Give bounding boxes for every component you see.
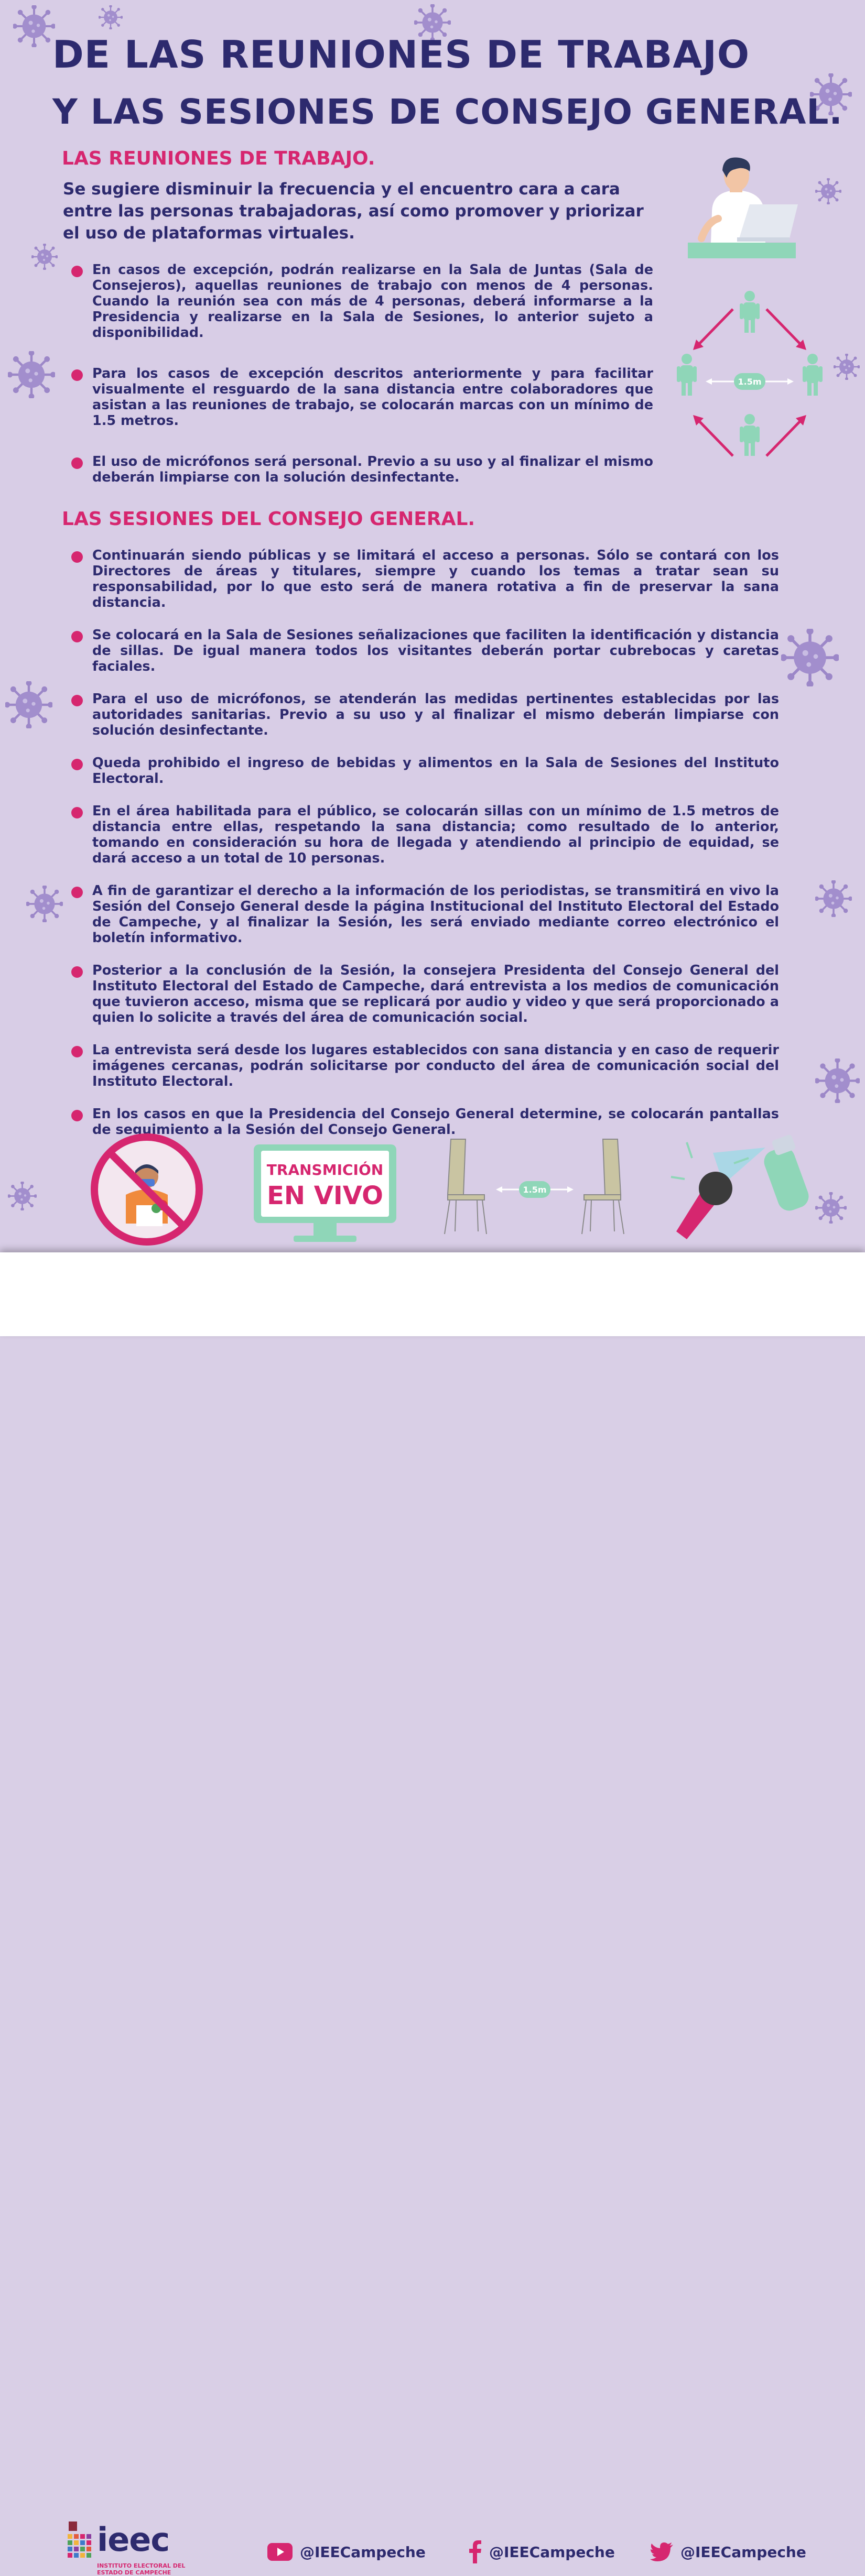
list-item: Continuarán siendo públicas y se limitará el acceso a personas. Sólo se contará con los Directores de áreas y titulares, siempre y cuando los temas a tratar sean su responsabilidad, por lo que esto será de manera rotativa a fin de preservar la sana distancia.	[71, 548, 779, 610]
facebook-link[interactable]	[469, 2540, 615, 2563]
bullet-list-sesiones	[71, 548, 779, 1154]
live-broadcast-screen	[252, 1142, 398, 1247]
virus-icon	[815, 1058, 860, 1103]
virus-icon	[13, 5, 55, 47]
tv-text-line2: EN VIVO	[267, 1181, 383, 1210]
virus-icon	[8, 1182, 37, 1210]
list-item: Para los casos de excepción descritos anteriormente y para facilitar visualmente el resguardo de la sana distancia entre colaboradores que asistan a las reuniones de trabajo, se colocarán marcas con un mínimo de 1.5 metros.	[71, 366, 653, 429]
section-intro: Se sugiere disminuir la frecuencia y el encuentro cara a cara entre las personas trabajadoras, así como promover y priorizar el uso de plataformas virtuales.	[63, 180, 644, 243]
page-subtitle: Y LAS SESIONES DE CONSEJO GENERAL.	[52, 92, 843, 132]
facebook-handle: @IEECampeche	[489, 2543, 615, 2561]
list-item: El uso de micrófonos será personal. Previo a su uso y al finalizar el mismo deberán limpiarse con la solución desinfectante.	[71, 454, 653, 485]
list-item: La entrevista será desde los lugares establecidos con sana distancia y en caso de requerir imágenes cercanas, podrán solicitarse por conducto del área de comunicación social del Instituto Electoral.	[71, 1042, 779, 1089]
chairs-distance-label: 1.5m	[523, 1185, 547, 1195]
list-item: En el área habilitada para el público, se colocarán sillas con un mínimo de 1.5 metros de distancia entre ellas, respetando la sana distancia; como resultado de lo anterior, tomando en consideración su hora de llegada y atendiendo al principio de equidad, se dará acceso a un total de 10 personas.	[71, 803, 779, 866]
microphone-disinfectant-illustration	[666, 1127, 823, 1242]
list-item: Para el uso de micrófonos, se atenderán las medidas pertinentes establecidas por las autoridades sanitarias. Previo a su uso y al finalizar el mismo deberán limpiarse con solución desinfectante.	[71, 691, 779, 738]
ieec-logo-subtext: INSTITUTO ELECTORAL DEL ESTADO DE CAMPECHE	[97, 2562, 186, 2576]
poster	[0, 0, 865, 1252]
bullet-list-reuniones	[71, 262, 653, 510]
twitter-handle: @IEECampeche	[680, 2543, 806, 2561]
page-title: DE LAS REUNIONES DE TRABAJO	[52, 32, 750, 77]
virus-icon	[8, 351, 55, 398]
youtube-link[interactable]	[267, 2540, 426, 2563]
twitter-icon	[650, 2542, 673, 2561]
list-item: Queda prohibido el ingreso de bebidas y alimentos en la Sala de Sesiones del Instituto Electoral.	[71, 755, 779, 787]
virus-icon	[781, 629, 839, 686]
virus-icon	[31, 244, 58, 270]
virus-icon	[5, 681, 52, 728]
section-heading-sesiones: LAS SESIONES DEL CONSEJO GENERAL.	[62, 508, 475, 530]
list-item: En casos de excepción, podrán realizarse en la Sala de Juntas (Sala de Consejeros), aquellas reuniones de trabajo con menos de 4 personas. Cuando la reunión sea con más de 4 personas, deberá informarse a la Presidencia y realizarse en la Sala de Sesiones, lo anterior sujeto a disponibilidad.	[71, 262, 653, 341]
distance-label: 1.5m	[738, 377, 762, 387]
facebook-icon	[469, 2540, 482, 2563]
ieec-logo-text: ieec	[97, 2520, 170, 2559]
tv-text-line1: TRANSMICIÓN	[266, 1161, 384, 1178]
distance-diagram-illustration	[671, 288, 828, 477]
section-heading-reuniones: LAS REUNIONES DE TRABAJO.	[62, 148, 375, 169]
footer	[0, 1252, 865, 2576]
youtube-icon	[267, 2543, 293, 2561]
virus-icon	[815, 880, 852, 917]
no-food-illustration	[89, 1132, 204, 1247]
twitter-link[interactable]	[650, 2540, 806, 2563]
list-item: En los casos en que la Presidencia del Consejo General determine, se colocarán pantallas de seguimiento a la Sesión del Consejo General.	[71, 1106, 779, 1138]
youtube-handle: @IEECampeche	[300, 2543, 426, 2561]
virus-icon	[99, 5, 123, 29]
chairs-distance-illustration	[440, 1137, 629, 1237]
list-item: Se colocará en la Sala de Sesiones señalizaciones que faciliten la identificación y distancia de sillas. De igual manera todos los visitantes deberán portar cubrebocas y caretas faciales.	[71, 627, 779, 674]
virus-icon	[26, 886, 63, 922]
virus-icon	[834, 354, 860, 380]
list-item: A fin de garantizar el derecho a la información de los periodistas, se transmitirá en vivo la Sesión del Consejo General desde la página Institucional del Instituto Electoral del Estado de Campeche, y al finalizar la Sesión, les será enviado mediante correo electrónico el boletín informativo.	[71, 883, 779, 946]
virus-icon	[815, 178, 841, 204]
ieec-logo-mark	[66, 2522, 96, 2563]
person-laptop-illustration	[687, 155, 802, 259]
list-item: Posterior a la conclusión de la Sesión, la consejera Presidenta del Consejo General del Instituto Electoral del Estado de Campeche, dará entrevista a los medios de comunicación que tuvieron acceso, misma que se replicará por audio y video y que será proporcionado a quien lo solicite a través del área de comunicación social.	[71, 963, 779, 1025]
